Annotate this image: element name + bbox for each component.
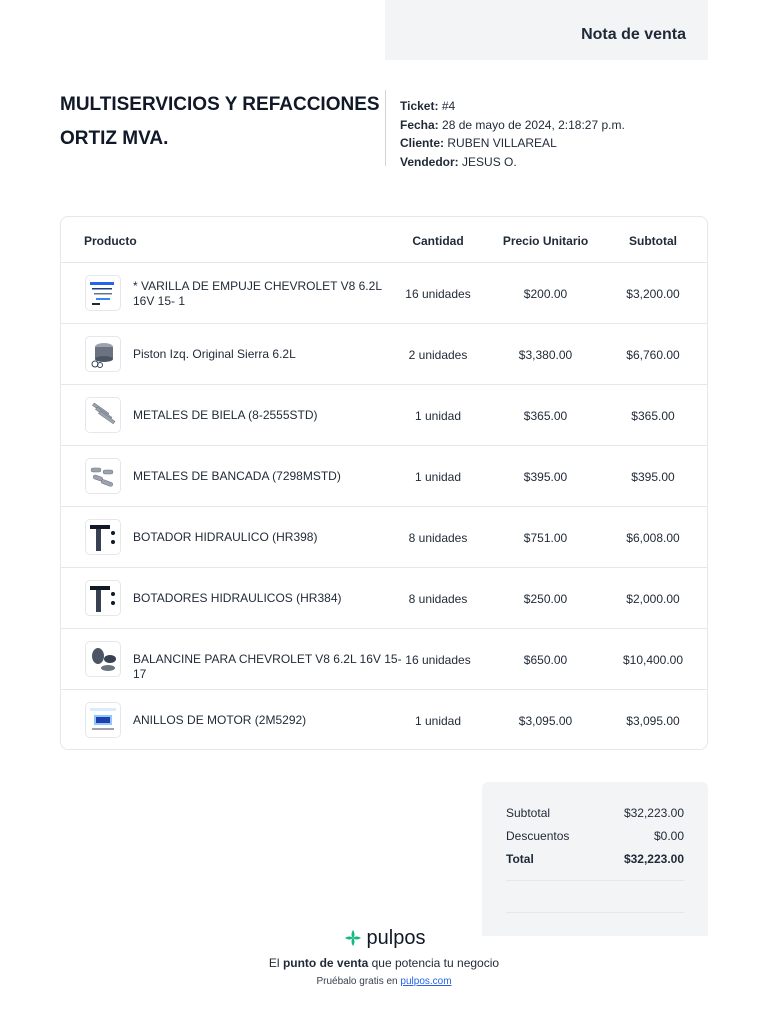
brand-name: pulpos [366,926,426,949]
table-row [61,690,707,750]
tagline-bold: punto de venta [282,956,369,970]
date-line [400,116,625,135]
pulpos-logo [0,926,768,950]
tagline-post: que potencia tu negocio [368,956,500,970]
client-value: RUBEN VILLAREAL [447,136,557,151]
company-name: MULTISERVICIOS Y REFACCIONES ORTIZ MVA. [60,94,380,149]
table-row [61,385,707,446]
product-name: * VARILLA DE EMPUJE CHEVROLET V8 6.2L 16V 15- 1 [133,279,382,308]
table-row [61,629,707,690]
ticket-label: Ticket: [400,99,439,113]
product-unit-price: $3,380.00 [518,348,573,362]
discount-row [506,829,684,843]
product-name: BOTADORES HIDRAULICOS (HR384) [133,591,342,605]
product-subtotal: $395.00 [631,470,675,484]
product-quantity: 2 unidades [408,348,468,362]
seller-value: JESUS O. [462,154,517,169]
total-label: Total [506,852,534,866]
product-name: Piston Izq. Original Sierra 6.2L [133,347,296,361]
product-name: ANILLOS DE MOTOR (2M5292) [133,713,307,727]
ticket-value: #4 [441,99,456,113]
date-label: Fecha: [400,117,439,132]
product-unit-price: $250.00 [523,592,568,606]
total-row [506,852,684,866]
product-quantity: 1 unidad [414,470,462,484]
rocker-arm-product-icon [85,641,121,677]
product-name: METALES DE BANCADA (7298MSTD) [133,469,341,483]
date-value: 28 de mayo de 2024, 2:18:27 p.m. [442,117,625,132]
product-unit-price: $395.00 [523,470,568,484]
ticket-line [400,97,625,116]
product-unit-price: $200.00 [523,287,568,301]
total-value: $32,223.00 [623,852,684,866]
product-quantity: 1 unidad [414,714,462,728]
product-name: BOTADOR HIDRAULICO (HR398) [133,530,318,544]
note-title: Nota de venta [581,26,686,43]
product-subtotal: $6,008.00 [626,531,680,545]
product-name: METALES DE BIELA (8-2555STD) [133,408,318,422]
pulpos-logo-icon [343,928,363,948]
totals-panel [482,782,708,936]
header-quantity: Cantidad [412,234,464,248]
product-subtotal: $365.00 [631,409,675,423]
piston-rings-product-icon [85,702,121,738]
note-header [385,0,708,60]
products-table [60,216,708,750]
seller-line [400,153,625,172]
table-row [61,324,707,385]
table-row [61,263,707,324]
product-quantity: 8 unidades [408,531,468,545]
totals-divider [506,880,684,881]
table-row [61,568,707,629]
seller-label: Vendedor: [400,154,459,169]
product-name: BALANCINE PARA CHEVROLET V8 6.2L 16V 15-17 [133,652,402,681]
product-quantity: 16 unidades [405,653,471,667]
pulpos-link[interactable]: pulpos.com [400,976,452,987]
discount-value: $0.00 [653,829,684,843]
product-subtotal: $3,200.00 [626,287,680,301]
client-label: Cliente: [400,136,445,151]
try-text: Pruébalo gratis en [316,976,401,987]
product-quantity: 16 unidades [405,287,471,301]
header-product: Producto [84,234,137,248]
bearings-product-icon [85,458,121,494]
lifter-product-icon [85,580,121,616]
table-row [61,507,707,568]
product-subtotal: $2,000.00 [626,592,680,606]
tagline-pre: El [268,956,283,970]
lifter-product-icon [85,519,121,555]
piston-product-icon [85,336,121,372]
product-unit-price: $365.00 [523,409,568,423]
product-unit-price: $650.00 [523,653,568,667]
table-row [61,446,707,507]
header-subtotal: Subtotal [629,234,677,248]
table-header [61,217,707,263]
ticket-meta [400,97,625,171]
product-subtotal: $3,095.00 [626,714,680,728]
tagline [0,956,768,970]
product-unit-price: $3,095.00 [518,714,573,728]
discount-label: Descuentos [506,829,570,843]
subtotal-label: Subtotal [506,806,551,820]
product-unit-price: $751.00 [523,531,568,545]
product-subtotal: $10,400.00 [622,653,684,667]
product-subtotal: $6,760.00 [626,348,680,362]
totals-divider [506,912,684,913]
try-line [0,976,768,987]
pushrod-product-icon [85,275,121,311]
product-quantity: 1 unidad [414,409,462,423]
subtotal-value: $32,223.00 [623,806,684,820]
subtotal-row [506,806,684,820]
bearings-product-icon [85,397,121,433]
product-quantity: 8 unidades [408,592,468,606]
footer [0,926,768,987]
client-line [400,134,625,153]
header-divider [385,90,386,166]
header-unit-price: Precio Unitario [502,234,589,248]
